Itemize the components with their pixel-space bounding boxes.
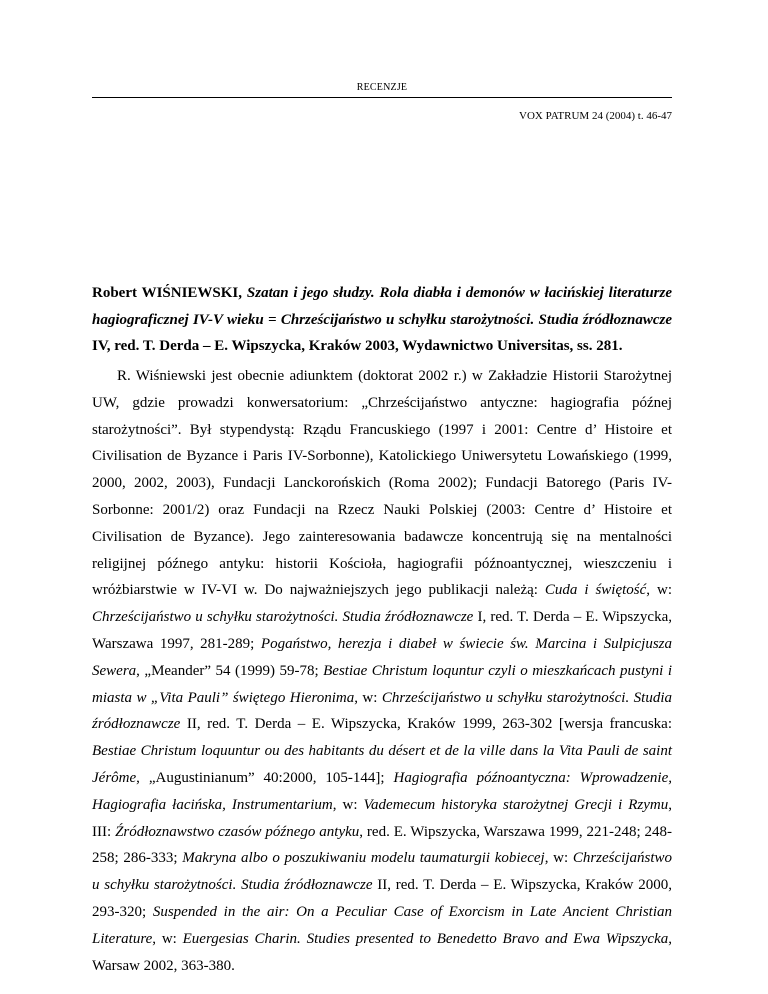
publication-title: Hagiografia późnoantyczna: Wprowadzenie, Hagiografia łacińska, Instrumentarium [92,769,672,813]
title-separator: , [238,285,247,301]
body-text: , w: [152,930,183,947]
book-title: Szatan i jego słudzy. Rola diabła i demonów w łacińskiej literaturze hagiograficznej IV-V wieku = Chrześcijaństwo u schyłku starożytności. Studia źródłoznawcze [92,285,673,328]
body-text: , „Meander” 54 (1999) 59-78; [136,662,324,679]
publication-title: Pogaństwo, herezja i diabeł w świecie św. Marcina i Sulpicjusza Sewera [92,635,673,679]
publication-title: Suspended in the air: On a Peculiar Case of Exorcism in Late Ancient Christian Literature [92,903,673,947]
body-text: , w: [354,689,382,706]
publication-title: Chrześcijaństwo u schyłku starożytności. Studia źródłoznawcze [92,609,474,626]
publication-title: Bestiae Christum loquntur czyli o mieszkańcach pustyni i miasta w „Vita Pauli” świętego Hieronima [92,662,672,706]
publication-title: Chrześcijaństwo u schyłku starożytności. Studia źródłoznawcze [92,850,672,894]
body-text: , w: [646,582,672,599]
journal-page [92,0,673,974]
review-author: Robert WIŚNIEWSKI [92,285,239,301]
header-rule [92,97,672,98]
publication-title: Cuda i świętość [544,582,647,599]
body-text: , w: [544,850,573,867]
book-details: IV, red. T. Derda – E. Wipszycka, Kraków 2003, Wydawnictwo Universitas, ss. 281. [92,338,623,354]
body-text: , red. E. Wipszycka, Warszawa 1999, 221-248; 248-258; 286-333; [92,823,673,867]
body-text: II, red. T. Derda – E. Wipszycka, Kraków 2000, 293-320; [92,877,673,920]
body-text: , w: [332,796,364,813]
publication-title: Źródłoznawstwo czasów późnego antyku [115,823,360,840]
review-title [92,280,672,360]
body-text: R. Wiśniewski jest obecnie adiunktem (doktorat 2002 r.) w Zakładzie Historii Starożytnej UW, gdzie prowadzi konwersatorium: „Chrześcijaństwo antyczne: hagiografia późnej starożytności”. Był stypendystą: Rządu Francuskiego (1997 i 2001: Centre d’ Histoire et Civilisation de Byzance i Paris IV-Sorbonne), Katolickiego Uniwersytetu Lowańskiego (1999, 2000, 2002, 2003), Fundacji Lanckorońskich (Roma 2002); Fundacji Batorego (Paris IV-Sorbonne: 2001/2) oraz Fundacji na Rzecz Nauki Polskiej (2003: Centre d’ Histoire et Civilisation de Byzance). Jego zainteresowania badawcze koncentrują się na mentalności religijnej późnego antyku: historii Kościoła, hagiografii późnoantycznej, wieszczeniu i wróżbiarstwie w IV-VI w. Do najważniejszych jego publikacji należą: [92,368,672,599]
body-text: , „Augustinianum” 40:2000, 105-144]; [136,769,394,786]
body-text: , III: [92,796,672,840]
publication-title: Euergesias Charin. Studies presented to Benedetto Bravo and Ewa Wipszycka [182,930,669,947]
body-text: II, red. T. Derda – E. Wipszycka, Kraków 1999, 263-302 [wersja francuska: [180,716,672,733]
publication-title: Chrześcijaństwo u schyłku starożytności. Studia źródłoznawcze [92,689,672,733]
journal-citation: VOX PATRUM 24 (2004) t. 46-47 [519,110,672,122]
body-text: I, red. T. Derda – E. Wipszycka, Warszawa 1997, 281-289; [92,609,672,652]
review-paragraph [92,363,672,979]
publication-title: Vademecum historyka starożytnej Grecji i Rzymu [363,796,669,813]
body-text: , Warsaw 2002, 363-380. [92,930,672,974]
publication-title: Bestiae Christum loquuntur ou des habitants du désert et de la ville dans la Vita Pauli de saint Jérôme [92,743,672,786]
publication-title: Makryna albo o poszukiwaniu modelu taumaturgii kobiecej [182,850,545,867]
running-head: RECENZJE [356,82,408,93]
